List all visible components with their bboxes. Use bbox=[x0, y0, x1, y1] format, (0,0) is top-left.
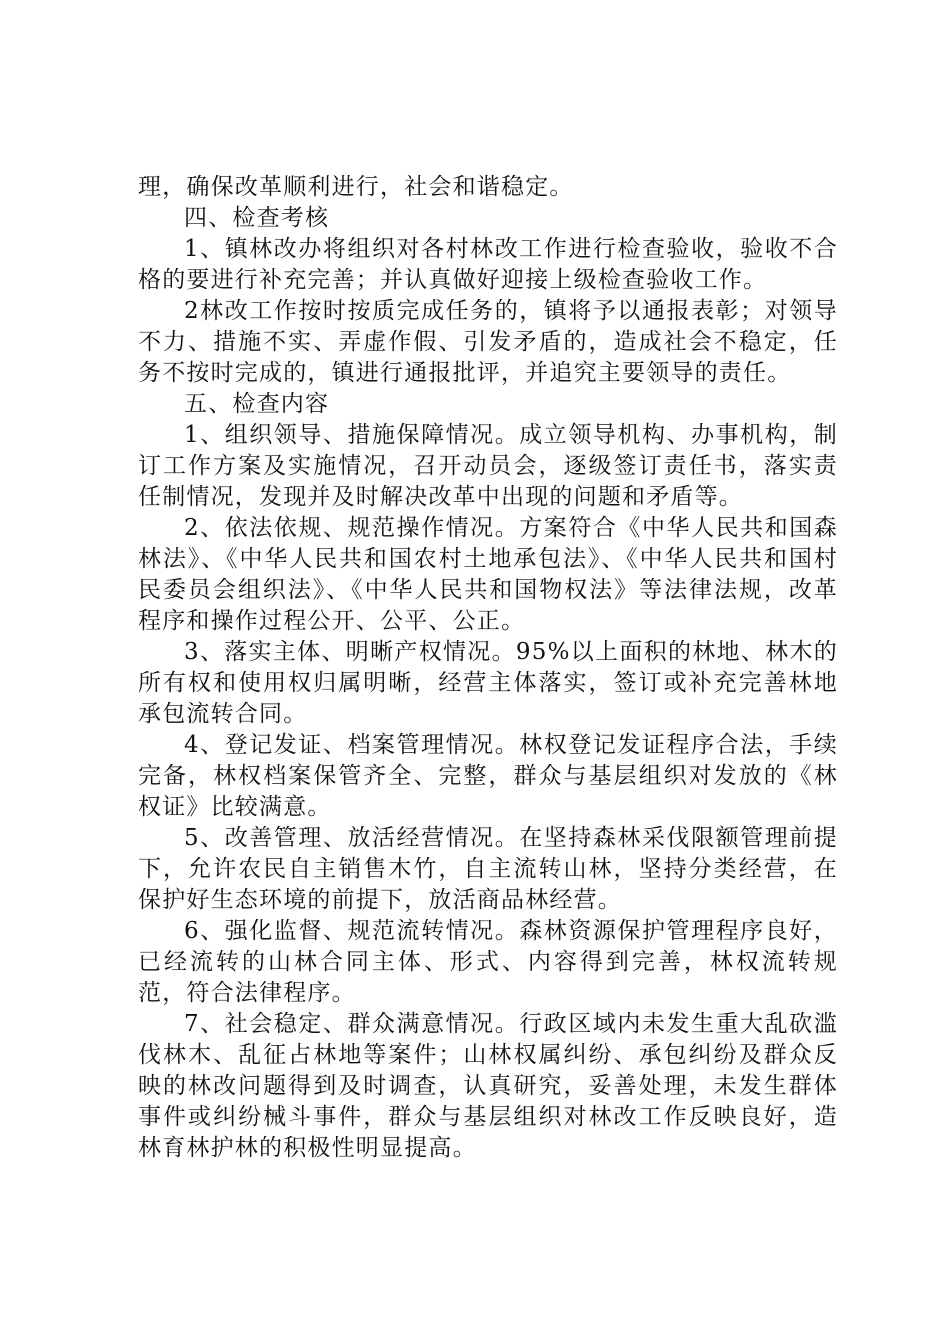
paragraph-content-7: 7、社会稳定、群众满意情况。行政区域内未发生重大乱砍滥伐林木、乱征占林地等案件；山林权属纠纷、承包纠纷及群众反映的林改问题得到及时调查，认真研究，妥善处理，未发生群体事件或纠纷械斗事件，群众与基层组织对林改工作反映良好，造林育林护林的积极性明显提高。 bbox=[138, 1011, 838, 1161]
paragraph-continuation: 理，确保改革顺利进行，社会和谐稳定。 bbox=[138, 174, 574, 200]
section-heading-inspection-content: 五、检查内容 bbox=[184, 391, 330, 417]
paragraph-inspection-1: 1、镇林改办将组织对各村林改工作进行检查验收，验收不合格的要进行补充完善；并认真做好迎接上级检查验收工作。 bbox=[138, 236, 838, 293]
paragraph-inspection-2: 2林改工作按时按质完成任务的，镇将予以通报表彰；对领导不力、措施不实、弄虚作假、引发矛盾的，造成社会不稳定，任务不按时完成的，镇进行通报批评，并追究主要领导的责任。 bbox=[138, 298, 838, 386]
paragraph-content-4: 4、登记发证、档案管理情况。林权登记发证程序合法，手续完备，林权档案保管齐全、完整，群众与基层组织对发放的《林权证》比较满意。 bbox=[138, 732, 838, 820]
section-heading-inspection-assessment: 四、检查考核 bbox=[184, 205, 330, 231]
paragraph-content-3: 3、落实主体、明晰产权情况。95%以上面积的林地、林木的所有权和使用权归属明晰，经营主体落实，签订或补充完善林地承包流转合同。 bbox=[138, 639, 838, 727]
document-body bbox=[138, 172, 838, 1164]
paragraph-content-2: 2、依法依规、规范操作情况。方案符合《中华人民共和国森林法》、《中华人民共和国农村土地承包法》、《中华人民共和国村民委员会组织法》、《中华人民共和国物权法》等法律法规，改革程序和操作过程公开、公平、公正。 bbox=[138, 515, 838, 634]
paragraph-content-6: 6、强化监督、规范流转情况。森林资源保护管理程序良好，已经流转的山林合同主体、形式、内容得到完善，林权流转规范，符合法律程序。 bbox=[138, 918, 838, 1006]
paragraph-content-5: 5、改善管理、放活经营情况。在坚持森林采伐限额管理前提下，允许农民自主销售木竹，自主流转山林，坚持分类经营，在保护好生态环境的前提下，放活商品林经营。 bbox=[138, 825, 838, 913]
paragraph-content-1: 1、组织领导、措施保障情况。成立领导机构、办事机构，制订工作方案及实施情况，召开动员会，逐级签订责任书，落实责任制情况，发现并及时解决改革中出现的问题和矛盾等。 bbox=[138, 422, 838, 510]
